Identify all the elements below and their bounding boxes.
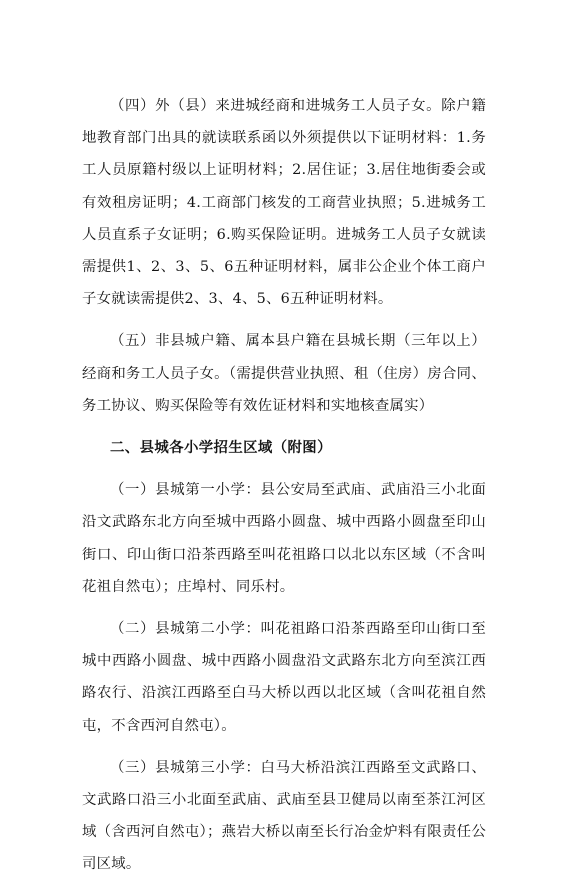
section-heading-enrollment-zones: 二、县城各小学招生区域（附图） <box>110 440 332 457</box>
paragraph-section-5-non-county-residents: （五）非县城户籍、属本县户籍在县城长期（三年以上）经商和务工人员子女。（需提供营业执照、租（住房）房合同、务工协议、购买保险等有效佐证材料和实地核查属实） <box>82 333 486 414</box>
paragraph-school-3-zone: （三）县城第三小学：白马大桥沿滨江西路至文武路口、文武路口沿三小北面至武庙、武庙至县卫健局以南至茶江河区域（含西河自然屯）；燕岩大桥以南至长行冶金炉料有限责任公司区域。 <box>82 759 486 873</box>
paragraph-section-4-migrant-workers: （四）外（县）来进城经商和进城务工人员子女。除户籍地教育部门出具的就读联系函以外须提供以下证明材料：1.务工人员原籍村级以上证明材料；2.居住证；3.居住地街委会或有效租房证明；4.工商部门核发的工商营业执照；5.进城务工人员直系子女证明；6.购买保险证明。进城务工人员子女就读需提供1、2、3、5、6五种证明材料，属非公企业个体工商户子女就读需提供2、3、4、5、6五种证明材料。 <box>82 98 486 308</box>
document-page <box>82 90 486 891</box>
paragraph-school-2-zone: （二）县城第二小学：叫花祖路口沿茶西路至印山街口至城中西路小圆盘、城中西路小圆盘沿文武路东北方向至滨江西路农行、沿滨江西路至白马大桥以西以北区域（含叫花祖自然屯，不含西河自然屯）。 <box>82 621 486 734</box>
paragraph-school-1-zone: （一）县城第一小学：县公安局至武庙、武庙沿三小北面沿文武路东北方向至城中西路小圆盘、城中西路小圆盘至印山街口、印山街口沿茶西路至叫花祖路口以北以东区域（不含叫花祖自然屯）；庄埠村、同乐村。 <box>82 482 486 595</box>
